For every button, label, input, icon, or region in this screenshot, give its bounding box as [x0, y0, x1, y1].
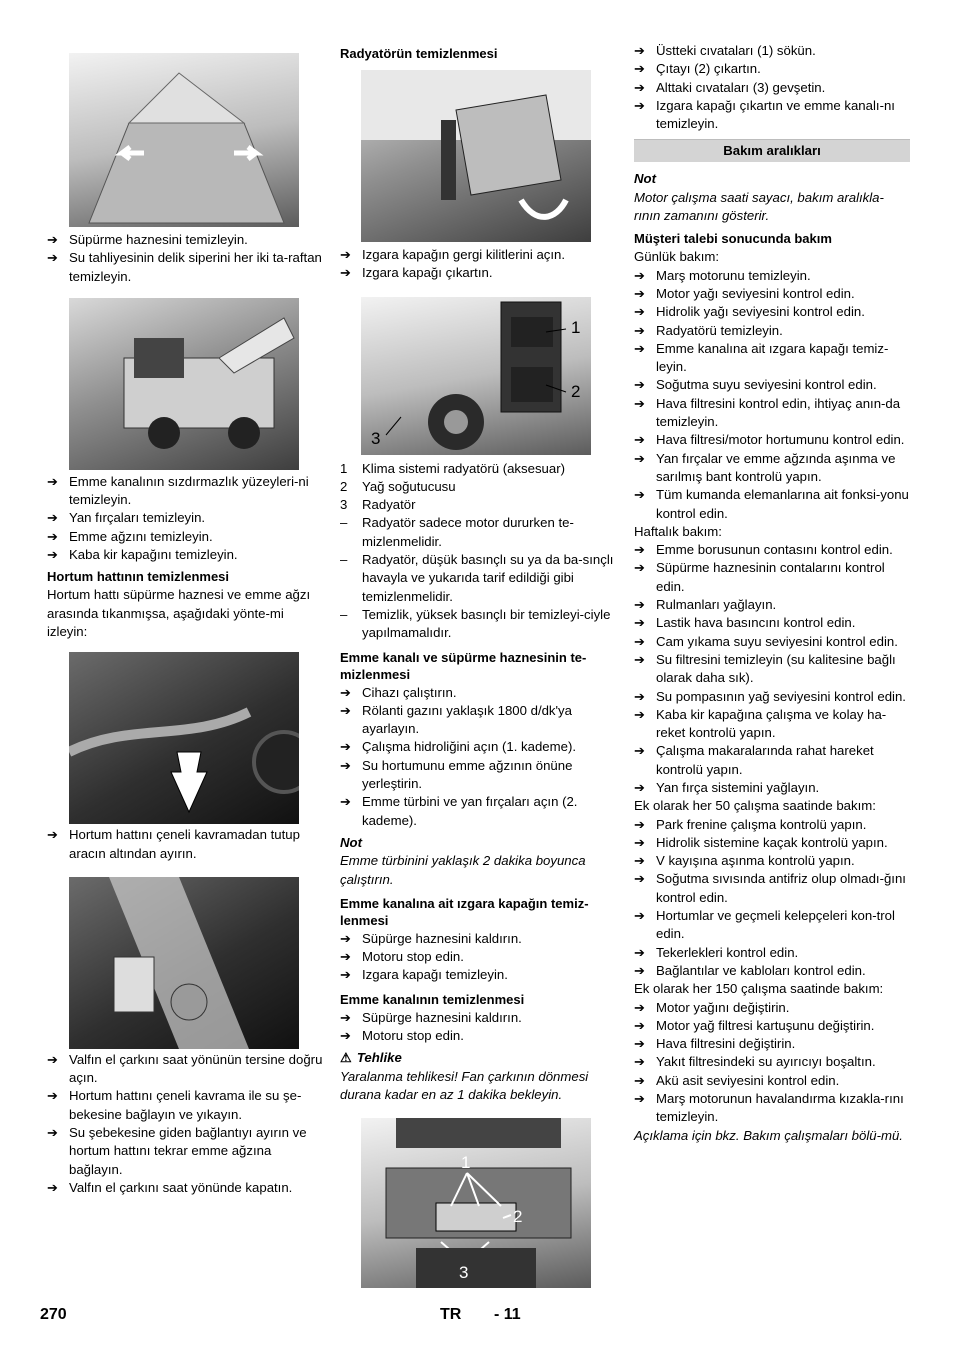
arrow-right-icon: ➔ [634, 633, 645, 649]
valve-illustration [69, 877, 299, 1049]
list-item: ➔ Alttaki cıvataları (3) gevşetin. [634, 79, 910, 97]
list-item: ➔ Valfın el çarkını saat yönünde kapatın. [47, 1179, 324, 1197]
list-item: ➔ Hortumlar ve geçmeli kelepçeleri kon-trol edin. [634, 908, 895, 942]
list-item: ➔ Üstteki cıvataları (1) sökün. [634, 42, 910, 60]
list-item: ➔ Emme türbini ve yan fırçaları açın (2. kademe). [340, 794, 578, 828]
section-heading: Emme kanalı ve süpürme haznesinin te-mizlenmesi [340, 649, 587, 682]
section-heading: Emme kanalının temizlenmesi [340, 991, 525, 1007]
arrow-right-icon: ➔ [47, 827, 58, 843]
arrow-right-icon: ➔ [634, 597, 645, 613]
callout-label-3: 3 [371, 428, 381, 448]
steps-after-photo3 [47, 826, 324, 863]
list-item: ➔ Izgara kapağı çıkartın ve emme kanalı-nı temizleyin. [634, 97, 895, 132]
steps-after-photo1 [47, 231, 324, 286]
callout-label-1: 1 [571, 317, 581, 337]
arrow-right-icon: ➔ [634, 377, 645, 393]
arrow-right-icon: ➔ [634, 1072, 645, 1088]
list-item: ➔ Çalışma hidroliğini açın (1. kademe). [340, 738, 617, 756]
photo-sweeping-hopper [69, 53, 299, 227]
list-item: ➔ Izgara kapağı temizleyin. [340, 966, 617, 984]
arrow-right-icon: ➔ [47, 528, 58, 544]
list-item: ➔ Hidrolik sistemine kaçak kontrolü yapın. [634, 834, 910, 852]
list-item: ➔ Izgara kapağı çıkartın. [340, 264, 617, 282]
photo-radiator-grille [361, 70, 591, 242]
list-item: ➔ Rölanti gazını yaklaşık 1800 d/dk'ya ayarlayın. [340, 702, 572, 737]
list-item: ➔ Kaba kir kapağını temizleyin. [47, 546, 324, 564]
arrow-right-icon: ➔ [634, 871, 645, 887]
list-item: ➔ Kaba kir kapağına çalışma ve kolay ha-reket kontrolü yapın. [634, 706, 887, 741]
list-item: ➔ Cihazı çalıştırın. [340, 684, 617, 702]
h150-list [634, 999, 910, 1127]
list-item: ➔ Izgara kapağın gergi kilitlerini açın. [340, 246, 617, 264]
legend-item: 3 Radyatör [340, 497, 416, 513]
section-heading: Radyatörün temizlenmesi [340, 46, 498, 61]
note-text: Motor çalışma saati sayacı, bakım aralıkla-rının zamanını gösterir. [634, 189, 884, 224]
steps-after-photo2 [47, 473, 324, 564]
column-1 [47, 42, 324, 1197]
note-heading: Not [340, 834, 362, 850]
list-item: ➔ Motoru stop edin. [340, 948, 617, 966]
section-heading: Müşteri talebi sonucunda bakım [634, 231, 832, 247]
list-item: ➔ Süpürge haznesini kaldırın. [340, 930, 617, 948]
list-item: ➔ Süpürme haznesini temizleyin. [47, 231, 324, 249]
list-item: ➔ Hidrolik yağı seviyesini kontrol edin. [634, 303, 910, 321]
dash-item: – Radyatör, düşük basınçlı su ya da ba-sınçlı havayla ve yukarıda tarif edildiği gibi temizlenmelidir. [340, 552, 614, 604]
legend-list [340, 460, 617, 643]
column-3 [634, 42, 910, 1145]
list-item: ➔ Soğutma suyu seviyesini kontrol edin. [634, 376, 910, 394]
list-item: ➔ Motor yağ filtresi kartuşunu değiştirin. [634, 1017, 910, 1035]
callout-label-1: 1 [461, 1153, 471, 1173]
list-item: ➔ Rulmanları yağlayın. [634, 596, 910, 614]
list-item: ➔ Motoru stop edin. [340, 1027, 617, 1045]
arrow-right-icon: ➔ [634, 853, 645, 869]
list-item: ➔ Emme ağzını temizleyin. [47, 528, 324, 546]
arrow-right-icon: ➔ [47, 547, 58, 563]
arrow-right-icon: ➔ [47, 1179, 58, 1195]
steps-after-photo4 [47, 1051, 324, 1197]
photo-suction-channel [361, 1118, 591, 1288]
list-item: ➔ Emme kanalının sızdırmazlık yüzeyleri-ni temizleyin. [47, 473, 309, 508]
arrow-right-icon: ➔ [634, 816, 645, 832]
arrow-right-icon: ➔ [47, 510, 58, 526]
arrow-right-icon: ➔ [47, 1088, 58, 1104]
list-item: ➔ Yan fırçaları temizleyin. [47, 509, 324, 527]
suction-steps [340, 1009, 617, 1046]
h50-label: Ek olarak her 50 çalışma saatinde bakım: [634, 798, 876, 814]
arrow-right-icon: ➔ [634, 706, 645, 722]
photo-radiator-labeled [361, 297, 591, 455]
danger-heading: ⚠ Tehlike [340, 1049, 617, 1067]
list-item: ➔ Bağlantılar ve kabloları kontrol edin. [634, 962, 910, 980]
list-item: ➔ Akü asit seviyesini kontrol edin. [634, 1072, 910, 1090]
channel-steps [340, 684, 617, 830]
arrow-right-icon: ➔ [634, 304, 645, 320]
weekly-list [634, 541, 910, 797]
arrow-right-icon: ➔ [634, 1054, 645, 1070]
section-heading: Hortum hattının temizlenmesi [47, 569, 230, 585]
arrow-right-icon: ➔ [634, 43, 645, 58]
column-2 [340, 42, 617, 1288]
callout-label-2: 2 [513, 1207, 523, 1227]
list-item: ➔ Valfın el çarkını saat yönünün tersine doğru açın. [47, 1051, 323, 1086]
weekly-label: Haftalık bakım: [634, 523, 722, 539]
arrow-right-icon: ➔ [634, 944, 645, 960]
radiator-labeled-illustration [361, 297, 591, 455]
list-item: ➔ Su hortumunu emme ağzının önüne yerleştirin. [340, 757, 573, 792]
callout-label-2: 2 [571, 381, 581, 401]
legend-item: 2 Yağ soğutucusu [340, 478, 456, 494]
list-item: ➔ Su tahliyesinin delik siperini her iki ta-raftan temizleyin. [47, 250, 322, 284]
list-item: ➔ Çalışma makaralarında rahat hareket kontrolü yapın. [634, 743, 874, 777]
arrow-right-icon: ➔ [340, 684, 351, 700]
vehicle-illustration [69, 298, 299, 470]
list-item: ➔ Hortum hattını çeneli kavrama ile su şe-bekesine bağlayın ve yıkayın. [47, 1088, 302, 1122]
list-item: ➔ Süpürme haznesinin contalarını kontrol edin. [634, 560, 885, 594]
arrow-right-icon: ➔ [340, 930, 351, 946]
list-item: ➔ Hortum hattını çeneli kavramadan tutup aracın altından ayırın. [47, 827, 300, 861]
list-item: ➔ Marş motorunu temizleyin. [634, 267, 910, 285]
dash-item: – Temizlik, yüksek basınçlı bir temizleyi-ciyle yapılmamalıdır. [340, 606, 611, 641]
arrow-right-icon: ➔ [47, 250, 58, 266]
arrow-right-icon: ➔ [47, 1125, 58, 1141]
list-item: ➔ Yan fırçalar ve emme ağzında aşınma ve sarılmış bant kontrolü yapın. [634, 450, 896, 484]
arrow-right-icon: ➔ [634, 1036, 645, 1052]
list-item: ➔ Motor yağı seviyesini kontrol edin. [634, 285, 910, 303]
arrow-right-icon: ➔ [634, 779, 645, 795]
arrow-right-icon: ➔ [340, 702, 351, 718]
list-item: ➔ Soğutma sıvısında antifriz olup olmadı-ğını kontrol edin. [634, 871, 906, 905]
list-item: ➔ Emme kanalına ait ızgara kapağı temiz-leyin. [634, 340, 889, 375]
top-steps [634, 42, 910, 133]
list-item: ➔ Çıtayı (2) çıkartın. [634, 60, 910, 78]
h150-label: Ek olarak her 150 çalışma saatinde bakım: [634, 981, 884, 997]
danger-text: Yaralanma tehlikesi! Fan çarkının dönmesi durana kadar en az 1 dakika bekleyin. [340, 1068, 589, 1102]
warning-triangle-icon: ⚠ [340, 1050, 352, 1066]
arrow-right-icon: ➔ [634, 743, 645, 759]
dash-item: – Radyatör sadece motor dururken te-mizlenmelidir. [340, 515, 574, 549]
list-item: ➔ Yakıt filtresindeki su ayırıcıyı boşaltın. [634, 1053, 910, 1071]
list-item: ➔ Su şebekesine giden bağlantıyı ayırın ve hortum hattını tekrar emme ağzına bağlayın. [47, 1125, 307, 1177]
arrow-right-icon: ➔ [634, 79, 645, 95]
arrow-right-icon: ➔ [634, 542, 645, 558]
arrow-right-icon: ➔ [634, 340, 645, 356]
arrow-right-icon: ➔ [340, 967, 351, 983]
note-heading: Not [634, 171, 656, 187]
arrow-right-icon: ➔ [634, 432, 645, 448]
list-item: ➔ Su filtresini temizleyin (su kalitesine bağlı olarak daha sık). [634, 651, 896, 686]
list-item: ➔ Lastik hava basıncını kontrol edin. [634, 614, 910, 632]
arrow-right-icon: ➔ [47, 232, 58, 247]
arrow-right-icon: ➔ [634, 834, 645, 850]
daily-label: Günlük bakım: [634, 249, 720, 265]
section-heading: Emme kanalına ait ızgara kapağın temiz-lenmesi [340, 895, 589, 928]
arrow-right-icon: ➔ [634, 61, 645, 77]
list-item: ➔ Hava filtresini değiştirin. [634, 1035, 910, 1053]
arrow-right-icon: ➔ [340, 757, 351, 773]
arrow-right-icon: ➔ [634, 487, 645, 503]
arrow-right-icon: ➔ [340, 739, 351, 755]
list-item: ➔ Cam yıkama suyu seviyesini kontrol edin. [634, 633, 910, 651]
arrow-right-icon: ➔ [634, 908, 645, 924]
arrow-right-icon: ➔ [340, 265, 351, 281]
arrow-right-icon: ➔ [634, 651, 645, 667]
list-item: ➔ Park frenine çalışma kontrolü yapın. [634, 816, 910, 834]
list-item: ➔ Su pompasının yağ seviyesini kontrol edin. [634, 688, 910, 706]
arrow-right-icon: ➔ [340, 247, 351, 262]
arrow-right-icon: ➔ [634, 285, 645, 301]
grille-steps [340, 930, 617, 985]
list-item: ➔ Radyatörü temizleyin. [634, 322, 910, 340]
footnote: Açıklama için bkz. Bakım çalışmaları bölü-mü. [634, 1127, 903, 1143]
list-item: ➔ Tekerlekleri kontrol edin. [634, 944, 910, 962]
legend-item: 1 Klima sistemi radyatörü (aksesuar) [340, 460, 566, 476]
arrow-right-icon: ➔ [634, 267, 645, 283]
daily-list [634, 267, 910, 523]
steps-after-radiator-photo [340, 246, 617, 283]
paragraph: Hortum hattı süpürme haznesi ve emme ağzı arasında tıkanmışsa, aşağıdaki yönte-mi izleyin: [47, 587, 311, 639]
photo-sweeper-vehicle [69, 298, 299, 470]
arrow-right-icon: ➔ [634, 962, 645, 978]
photo-hose-underside [69, 652, 299, 824]
arrow-right-icon: ➔ [634, 322, 645, 338]
list-item: ➔ Hava filtresini kontrol edin, ihtiyaç anın-da temizleyin. [634, 395, 901, 430]
h50-list [634, 816, 910, 981]
page-number: 270 [40, 1306, 67, 1323]
section-title-bar: Bakım aralıkları [634, 139, 910, 162]
arrow-right-icon: ➔ [47, 1051, 58, 1067]
callout-label-3: 3 [459, 1263, 469, 1283]
radiator-illustration [361, 70, 591, 242]
arrow-right-icon: ➔ [340, 1009, 351, 1025]
arrow-right-icon: ➔ [340, 949, 351, 965]
arrow-right-icon: ➔ [634, 999, 645, 1015]
photo-valve [69, 877, 299, 1049]
list-item: ➔ Motor yağını değiştirin. [634, 999, 910, 1017]
note-text: Emme türbinini yaklaşık 2 dakika boyunca çalıştırın. [340, 853, 586, 887]
arrow-right-icon: ➔ [634, 688, 645, 704]
list-item: ➔ Süpürge haznesini kaldırın. [340, 1009, 617, 1027]
list-item: ➔ V kayışına aşınma kontrolü yapın. [634, 852, 910, 870]
arrow-right-icon: ➔ [634, 560, 645, 576]
arrow-right-icon: ➔ [47, 473, 58, 489]
language-code: TR [440, 1306, 462, 1323]
list-item: ➔ Emme borusunun contasını kontrol edin. [634, 541, 910, 559]
arrow-right-icon: ➔ [634, 395, 645, 411]
list-item: ➔ Tüm kumanda elemanlarına ait fonksi-yonu kontrol edin. [634, 487, 909, 521]
hopper-illustration [69, 53, 299, 227]
list-item: ➔ Yan fırça sistemini yağlayın. [634, 779, 910, 797]
hose-illustration [69, 652, 299, 824]
sub-page-number: - 11 [494, 1306, 521, 1323]
arrow-right-icon: ➔ [634, 450, 645, 466]
arrow-right-icon: ➔ [634, 615, 645, 631]
arrow-right-icon: ➔ [634, 97, 645, 113]
arrow-right-icon: ➔ [340, 1028, 351, 1044]
arrow-right-icon: ➔ [634, 1017, 645, 1033]
arrow-right-icon: ➔ [634, 1091, 645, 1107]
arrow-right-icon: ➔ [340, 794, 351, 810]
suction-channel-illustration [361, 1118, 591, 1288]
list-item: ➔ Hava filtresi/motor hortumunu kontrol edin. [634, 431, 910, 449]
list-item: ➔ Marş motorunun havalandırma kızakla-rını temizleyin. [634, 1091, 904, 1125]
